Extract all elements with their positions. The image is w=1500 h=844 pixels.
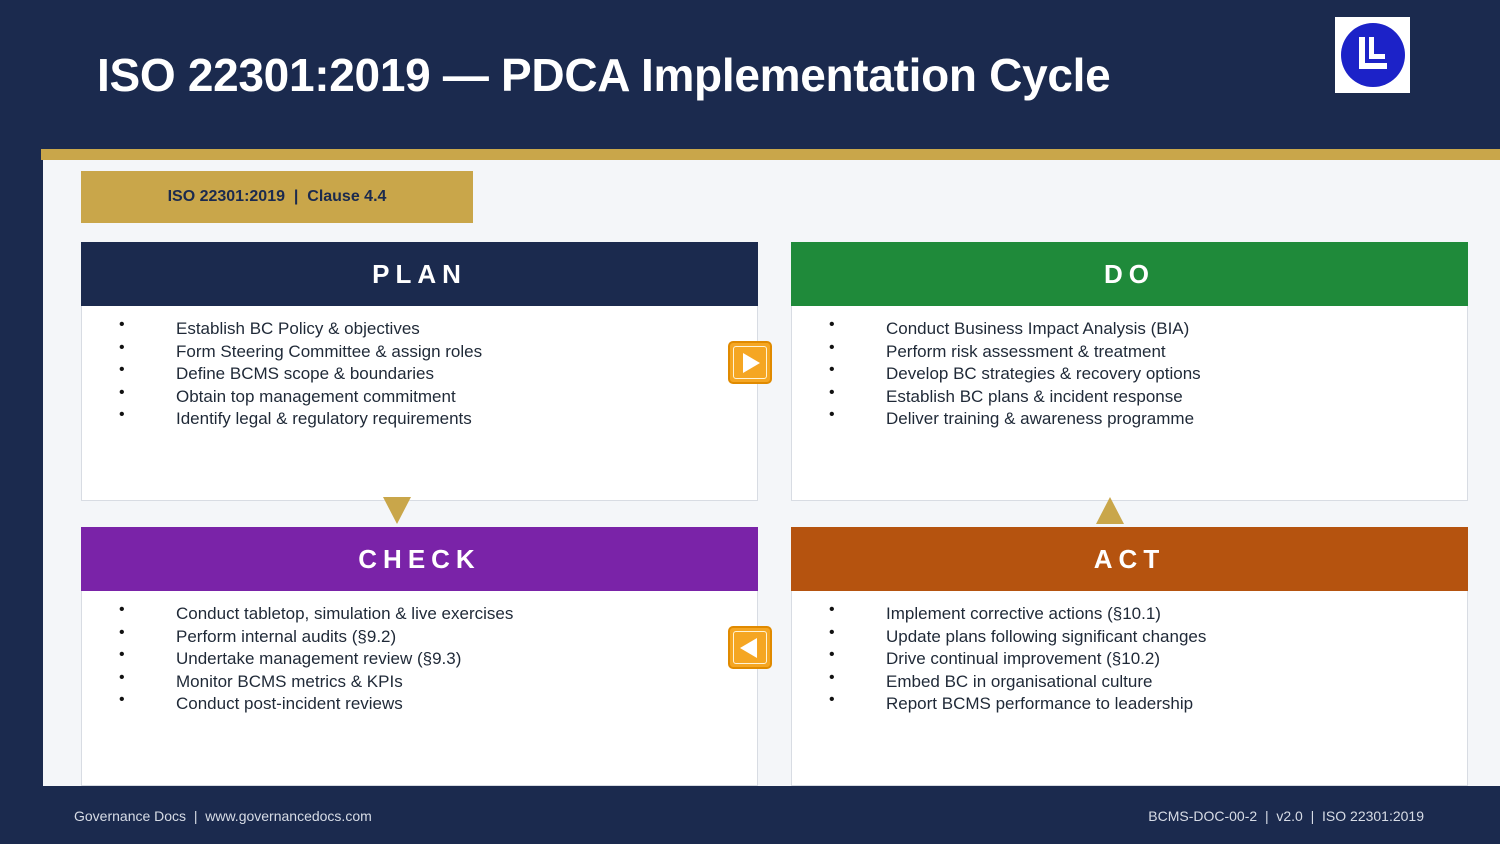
list-item: • Conduct Business Impact Analysis (BIA) (792, 318, 1467, 341)
list-item: • Develop BC strategies & recovery options (792, 363, 1467, 386)
plan-card (81, 242, 758, 501)
list-item: • Perform risk assessment & treatment (792, 341, 1467, 364)
plan-list (82, 306, 757, 431)
check-card-title: CHECK (81, 527, 758, 591)
list-item: • Update plans following significant changes (792, 626, 1467, 649)
list-item: • Undertake management review (§9.3) (82, 648, 757, 671)
act-list (792, 591, 1467, 716)
check-list (82, 591, 757, 716)
list-item: • Report BCMS performance to leadership (792, 693, 1467, 716)
list-item: • Obtain top management commitment (82, 386, 757, 409)
check-card (81, 527, 758, 786)
triangle-down-icon (383, 497, 411, 524)
page-title: ISO 22301:2019 — PDCA Implementation Cycle (97, 49, 1111, 101)
do-card (791, 242, 1468, 501)
list-item: • Establish BC plans & incident response (792, 386, 1467, 409)
list-item: • Conduct post-incident reviews (82, 693, 757, 716)
act-card-title: ACT (791, 527, 1468, 591)
arrow-right-icon (728, 341, 772, 384)
footer-left: Governance Docs | www.governancedocs.com (74, 808, 372, 824)
list-item: • Deliver training & awareness programme (792, 408, 1467, 431)
list-item: • Conduct tabletop, simulation & live exercises (82, 603, 757, 626)
footer-right: BCMS-DOC-00-2 | v2.0 | ISO 22301:2019 (1148, 808, 1424, 824)
ll-logo-icon (1335, 17, 1410, 93)
list-item: • Embed BC in organisational culture (792, 671, 1467, 694)
list-item: • Monitor BCMS metrics & KPIs (82, 671, 757, 694)
do-list (792, 306, 1467, 431)
list-item: • Establish BC Policy & objectives (82, 318, 757, 341)
list-item: • Identify legal & regulatory requirements (82, 408, 757, 431)
list-item: • Drive continual improvement (§10.2) (792, 648, 1467, 671)
list-item: • Implement corrective actions (§10.1) (792, 603, 1467, 626)
clause-badge: ISO 22301:2019 | Clause 4.4 (81, 171, 473, 223)
list-item: • Perform internal audits (§9.2) (82, 626, 757, 649)
triangle-up-icon (1096, 497, 1124, 524)
list-item: • Form Steering Committee & assign roles (82, 341, 757, 364)
do-card-title: DO (791, 242, 1468, 306)
act-card (791, 527, 1468, 786)
list-item: • Define BCMS scope & boundaries (82, 363, 757, 386)
gold-divider (41, 149, 1500, 160)
plan-card-title: PLAN (81, 242, 758, 306)
arrow-left-icon (728, 626, 772, 669)
